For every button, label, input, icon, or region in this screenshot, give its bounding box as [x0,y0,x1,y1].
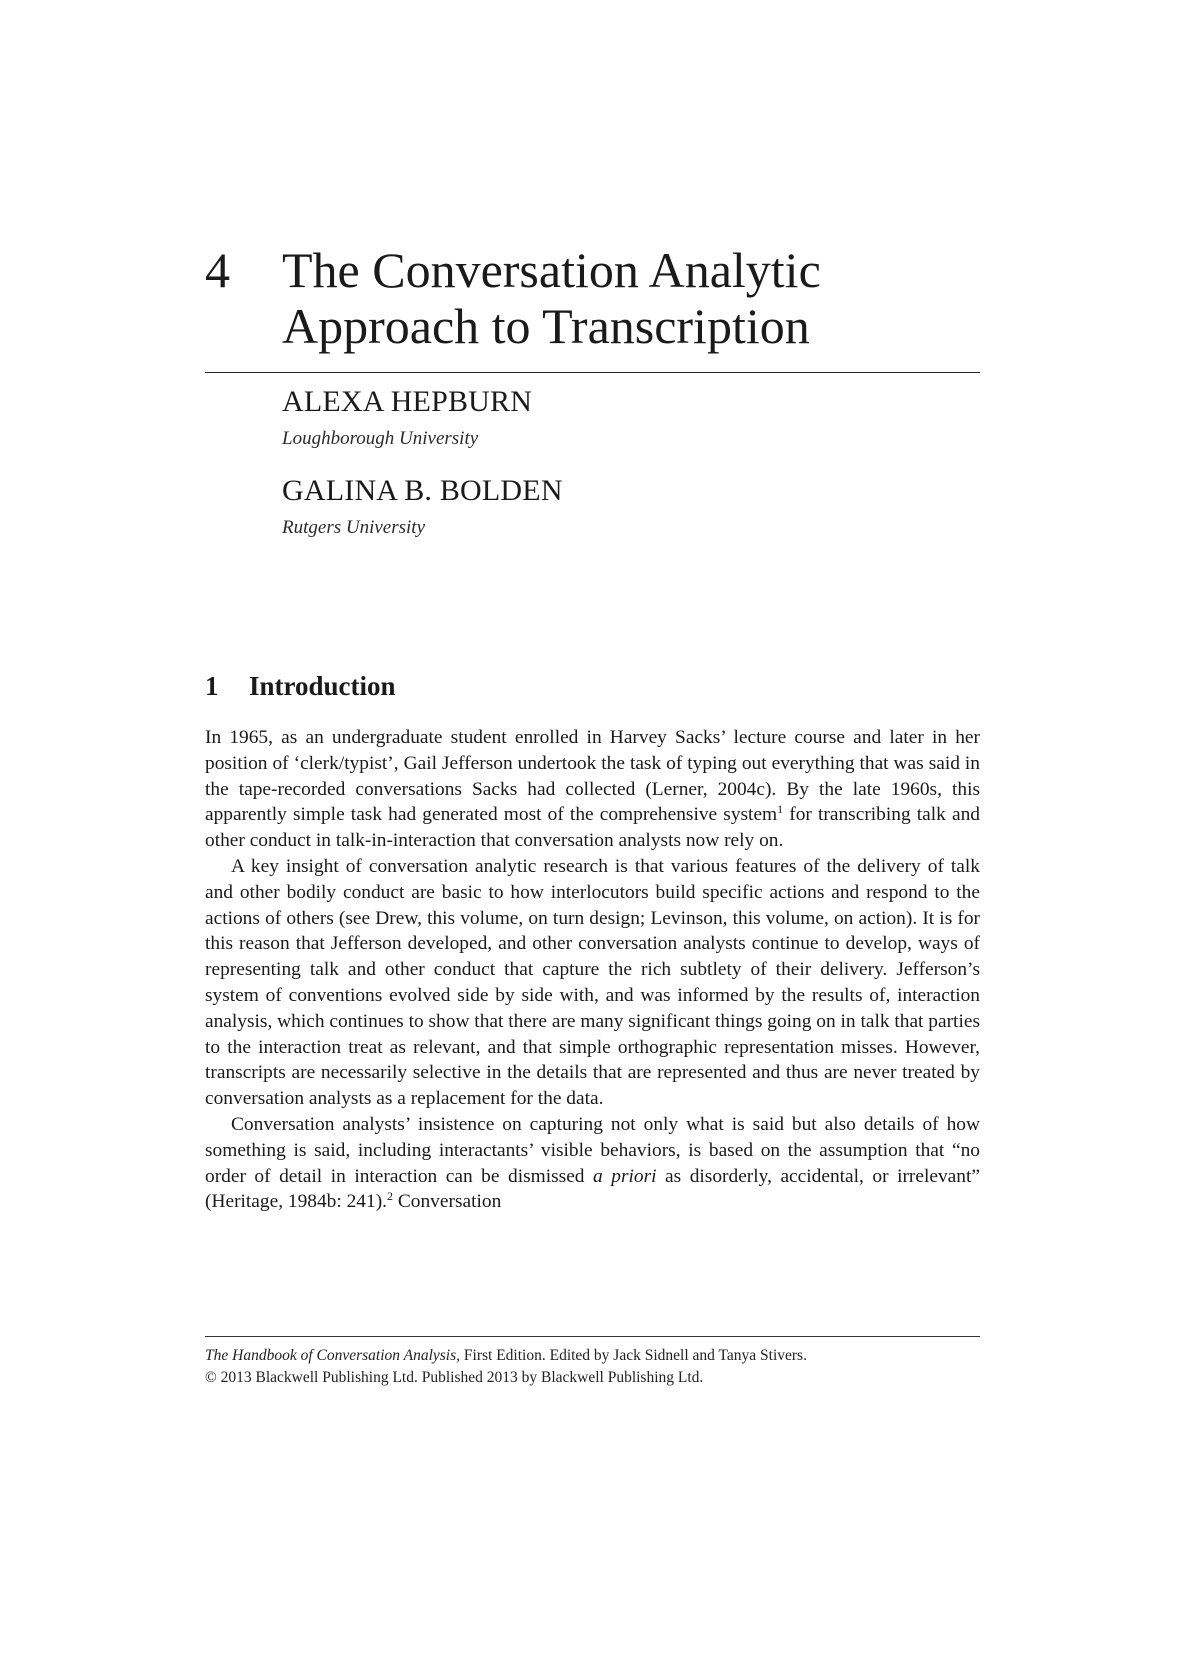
paragraph-3-italic: a priori [593,1165,657,1187]
paragraph-2: A key insight of conversation analytic research is that various features of the delivery of talk and other bodily conduct are basic to how interlocutors build specific actions and respond to the actions of others (see Drew, this volume, on turn design; Levinson, this volume, on action). It is for this reason that Jefferson developed, and other conversation analysts continue to develop, ways of representing talk and other conduct that capture the rich subtlety of their delivery. Jefferson’s system of conventions evolved side by side with, and was informed by the results of, interaction analysis, which continues to show that there are many significant things going on in talk that parties to the interaction treat as relevant, and that simple orthographic representation misses. However, transcripts are necessarily selective in the details that are represented and thus are never treated by conversation analysts as a replacement for the data. [205,855,980,1110]
section-title: Introduction [249,671,396,701]
paragraph-3 [205,1112,980,1215]
paragraph-3-text-a: Conversation analysts’ insistence on capturing not only what is said but also details of how something is said, including interactants’ visible behaviors, is based on the assumption that “no order of detail in interaction can be dismissed [205,1113,980,1187]
paragraph-3-text-c: Conversation [393,1191,502,1213]
paragraph-3-text-b: as disorderly, accidental, or irrelevant” (Heritage, 1984b: 241). [205,1165,980,1213]
paragraph-1-text-b: for transcribing talk and other conduct in talk-in-interaction that conversation analysts now rely on. [205,804,980,852]
footer-line-1 [205,1345,980,1367]
chapter-title-line-1: The Conversation Analytic [282,242,821,298]
footer-divider [205,1336,980,1337]
author-name-1: ALEXA HEPBURN [282,385,533,418]
section-heading [205,670,396,702]
chapter-number: 4 [205,242,230,298]
footer-line-2: © 2013 Blackwell Publishing Ltd. Published 2013 by Blackwell Publishing Ltd. [205,1369,704,1386]
title-divider [205,372,980,373]
author-affiliation-1: Loughborough University [282,428,479,449]
footer-line-1-rest: , First Edition. Edited by Jack Sidnell and Tanya Stivers. [456,1347,807,1364]
paragraph-1-text-a: In 1965, as an undergraduate student enrolled in Harvey Sacks’ lecture course and later in her position of ‘clerk/typist’, Gail Jefferson undertook the task of typing out everything that was said in the tape-recorded conversations Sacks had collected (Lerner, 2004c). By the late 1960s, this apparently simple task had generated most of the comprehensive system [205,727,980,826]
chapter-title [282,242,982,354]
footnote-marker-1[interactable]: 1 [777,802,784,817]
section-number: 1 [205,671,219,701]
footer-book-title: The Handbook of Conversation Analysis [205,1347,457,1364]
chapter-title-line-2: Approach to Transcription [282,298,810,354]
body-text [205,725,980,1215]
footnote-marker-2[interactable]: 2 [387,1189,394,1204]
paragraph-1 [205,725,980,854]
copyright-footer [205,1345,980,1389]
author-affiliation-2: Rutgers University [282,517,426,538]
author-name-2: GALINA B. BOLDEN [282,474,563,507]
